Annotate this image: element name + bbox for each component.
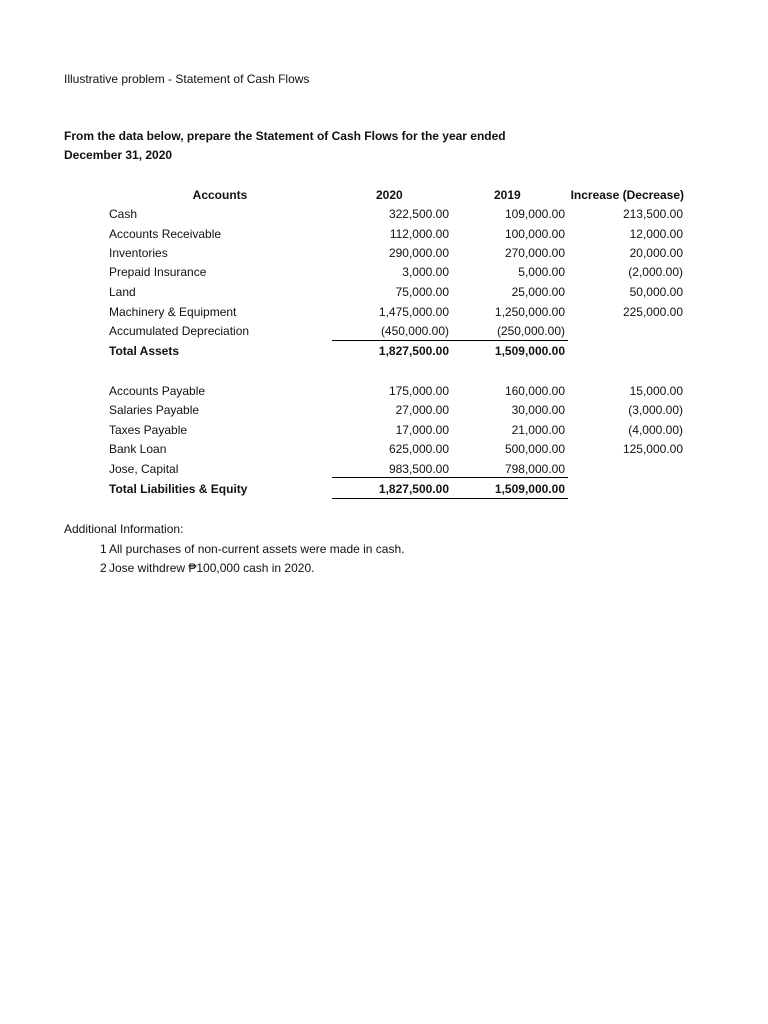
account-name: Accounts Receivable — [109, 227, 222, 241]
value-change: 125,000.00 — [622, 442, 683, 456]
total-liabilities-top-rule — [332, 477, 568, 478]
header-increase-decrease: Increase (Decrease) — [570, 188, 684, 202]
value-2019: 109,000.00 — [504, 207, 565, 221]
document-title: Illustrative problem - Statement of Cash Flows — [64, 72, 310, 86]
header-2020: 2020 — [376, 188, 403, 202]
value-2020: 112,000.00 — [389, 227, 449, 241]
value-change: 213,500.00 — [622, 207, 683, 221]
account-name: Taxes Payable — [109, 423, 188, 437]
value-2020: 17,000.00 — [395, 423, 449, 437]
value-2019: 798,000.00 — [504, 462, 565, 476]
account-name: Accounts Payable — [109, 384, 206, 398]
value-2019: 25,000.00 — [511, 285, 565, 299]
total-liabilities-bottom-rule — [332, 498, 568, 499]
value-change: 225,000.00 — [622, 305, 683, 319]
total-assets-2019: 1,509,000.00 — [494, 344, 565, 358]
account-name: Salaries Payable — [109, 403, 200, 417]
value-change: 20,000.00 — [629, 246, 683, 260]
value-2019: 100,000.00 — [504, 227, 565, 241]
total-liabilities-2020: 1,827,500.00 — [378, 482, 449, 496]
account-name: Land — [109, 285, 136, 299]
value-2019: 1,250,000.00 — [494, 305, 565, 319]
value-2020: 625,000.00 — [388, 442, 449, 456]
account-name: Bank Loan — [109, 442, 167, 456]
value-2020: 27,000.00 — [395, 403, 449, 417]
value-2020: 175,000.00 — [388, 384, 449, 398]
total-assets-top-rule — [332, 340, 568, 341]
total-liabilities-label: Total Liabilities & Equity — [109, 482, 248, 496]
account-name: Machinery & Equipment — [109, 305, 237, 319]
value-change: 12,000.00 — [629, 227, 683, 241]
value-change: 50,000.00 — [629, 285, 683, 299]
value-2020: 75,000.00 — [395, 285, 449, 299]
additional-item-number: 2 — [100, 561, 107, 575]
additional-heading: Additional Information: — [64, 522, 184, 536]
instruction-line-2: December 31, 2020 — [64, 148, 173, 162]
header-2019: 2019 — [494, 188, 521, 202]
value-2020: (450,000.00) — [380, 324, 449, 338]
value-change: (4,000.00) — [628, 423, 683, 437]
total-assets-2020: 1,827,500.00 — [378, 344, 449, 358]
total-liabilities-2019: 1,509,000.00 — [494, 482, 565, 496]
header-accounts: Accounts — [192, 188, 248, 202]
value-2019: 5,000.00 — [518, 265, 565, 279]
value-2019: 270,000.00 — [504, 246, 565, 260]
value-change: (3,000.00) — [628, 403, 683, 417]
value-change: 15,000.00 — [629, 384, 683, 398]
account-name: Jose, Capital — [109, 462, 179, 476]
total-assets-label: Total Assets — [109, 344, 180, 358]
value-2019: 21,000.00 — [511, 423, 565, 437]
value-2019: 160,000.00 — [504, 384, 565, 398]
value-2020: 3,000.00 — [402, 265, 449, 279]
value-2019: (250,000.00) — [496, 324, 565, 338]
value-2020: 1,475,000.00 — [378, 305, 449, 319]
instruction-line-1: From the data below, prepare the Statement of Cash Flows for the year ended — [64, 129, 506, 143]
value-2019: 500,000.00 — [504, 442, 565, 456]
additional-item-text: All purchases of non-current assets were made in cash. — [109, 542, 405, 556]
account-name: Inventories — [109, 246, 168, 260]
account-name: Accumulated Depreciation — [109, 324, 250, 338]
value-2020: 322,500.00 — [388, 207, 449, 221]
account-name: Prepaid Insurance — [109, 265, 207, 279]
value-2020: 983,500.00 — [388, 462, 449, 476]
value-2019: 30,000.00 — [511, 403, 565, 417]
value-change: (2,000.00) — [628, 265, 683, 279]
account-name: Cash — [109, 207, 138, 221]
additional-item-text: Jose withdrew ₱100,000 cash in 2020. — [109, 561, 315, 575]
additional-item-number: 1 — [100, 542, 107, 556]
value-2020: 290,000.00 — [388, 246, 449, 260]
